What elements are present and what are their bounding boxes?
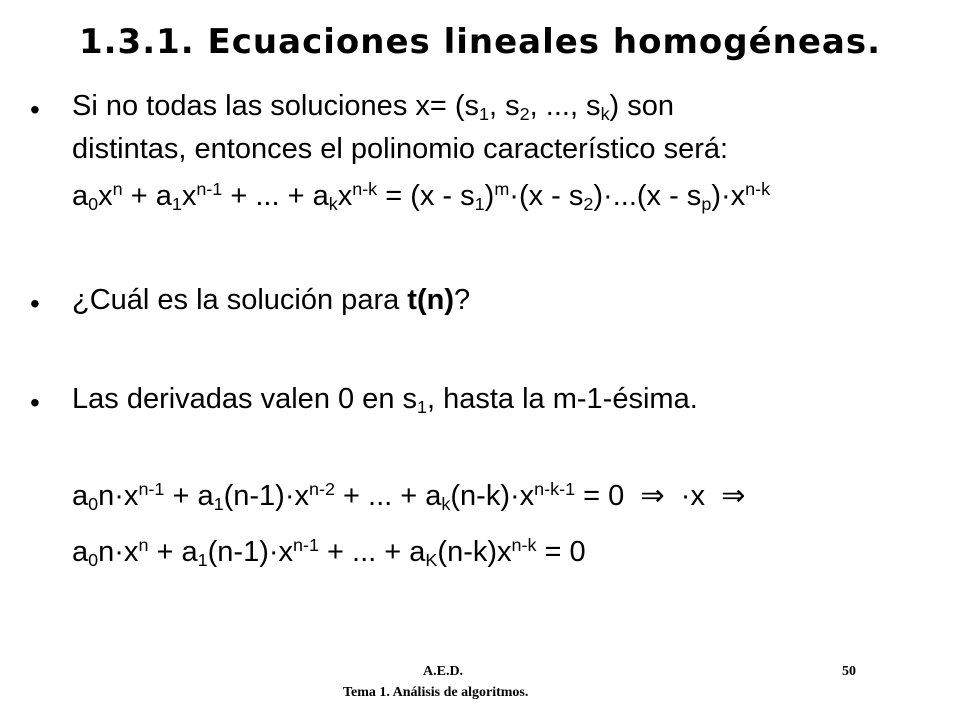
bullet-2-question <box>72 286 470 315</box>
equation-characteristic-polynomial: $a_0x^n + a_1x^{n-1}$ + ... + $a_kx^{n-k} = (x - s_1)^m\cdot(x - s_2)\cdot...(x - s_p)\cdot x^{n-k}$ <box>72 179 771 215</box>
slide-title: 1.3.1. Ecuaciones lineales homogéneas. <box>78 22 881 62</box>
bullet-2-bold-term: t(n) <box>407 284 454 316</box>
bullet-1-line-2: distintas, entonces el polinomio característico será: <box>72 133 729 165</box>
footer-topic: Tema 1. Análisis de algoritmos. <box>343 685 529 700</box>
equation-multiplied: $a_0n\cdot x^n + a_1(n-1)\cdot x^{n-1}$ + ... + $a_K(n-k)x^{n-k} = 0$ <box>72 535 586 571</box>
page-number: 50 <box>842 664 856 679</box>
footer-course: A.E.D. <box>423 664 464 679</box>
bullet-2-prefix: ¿Cuál es la solución para <box>72 284 408 316</box>
equation-derivative: $a_0n\cdot x^{n-1} + a_1(n-1)\cdot x^{n-2}$ + ... + $a_k(n-k)\cdot x^{n-k-1} = 0$ ⇒ ·x ⇒ <box>72 479 746 515</box>
bullet-3-derivatives: Las derivadas valen 0 en $s_1$, hasta la m-1-ésima. <box>72 383 698 418</box>
bullet-marker: • <box>30 94 40 125</box>
bullet-1-line-1: Si no todas las soluciones $x= (s_1$, $s_2$, ..., $s_k$) son <box>72 90 675 125</box>
bullet-marker: • <box>30 288 40 319</box>
bullet-2-suffix: ? <box>453 284 471 316</box>
bullet-marker: • <box>30 387 40 418</box>
